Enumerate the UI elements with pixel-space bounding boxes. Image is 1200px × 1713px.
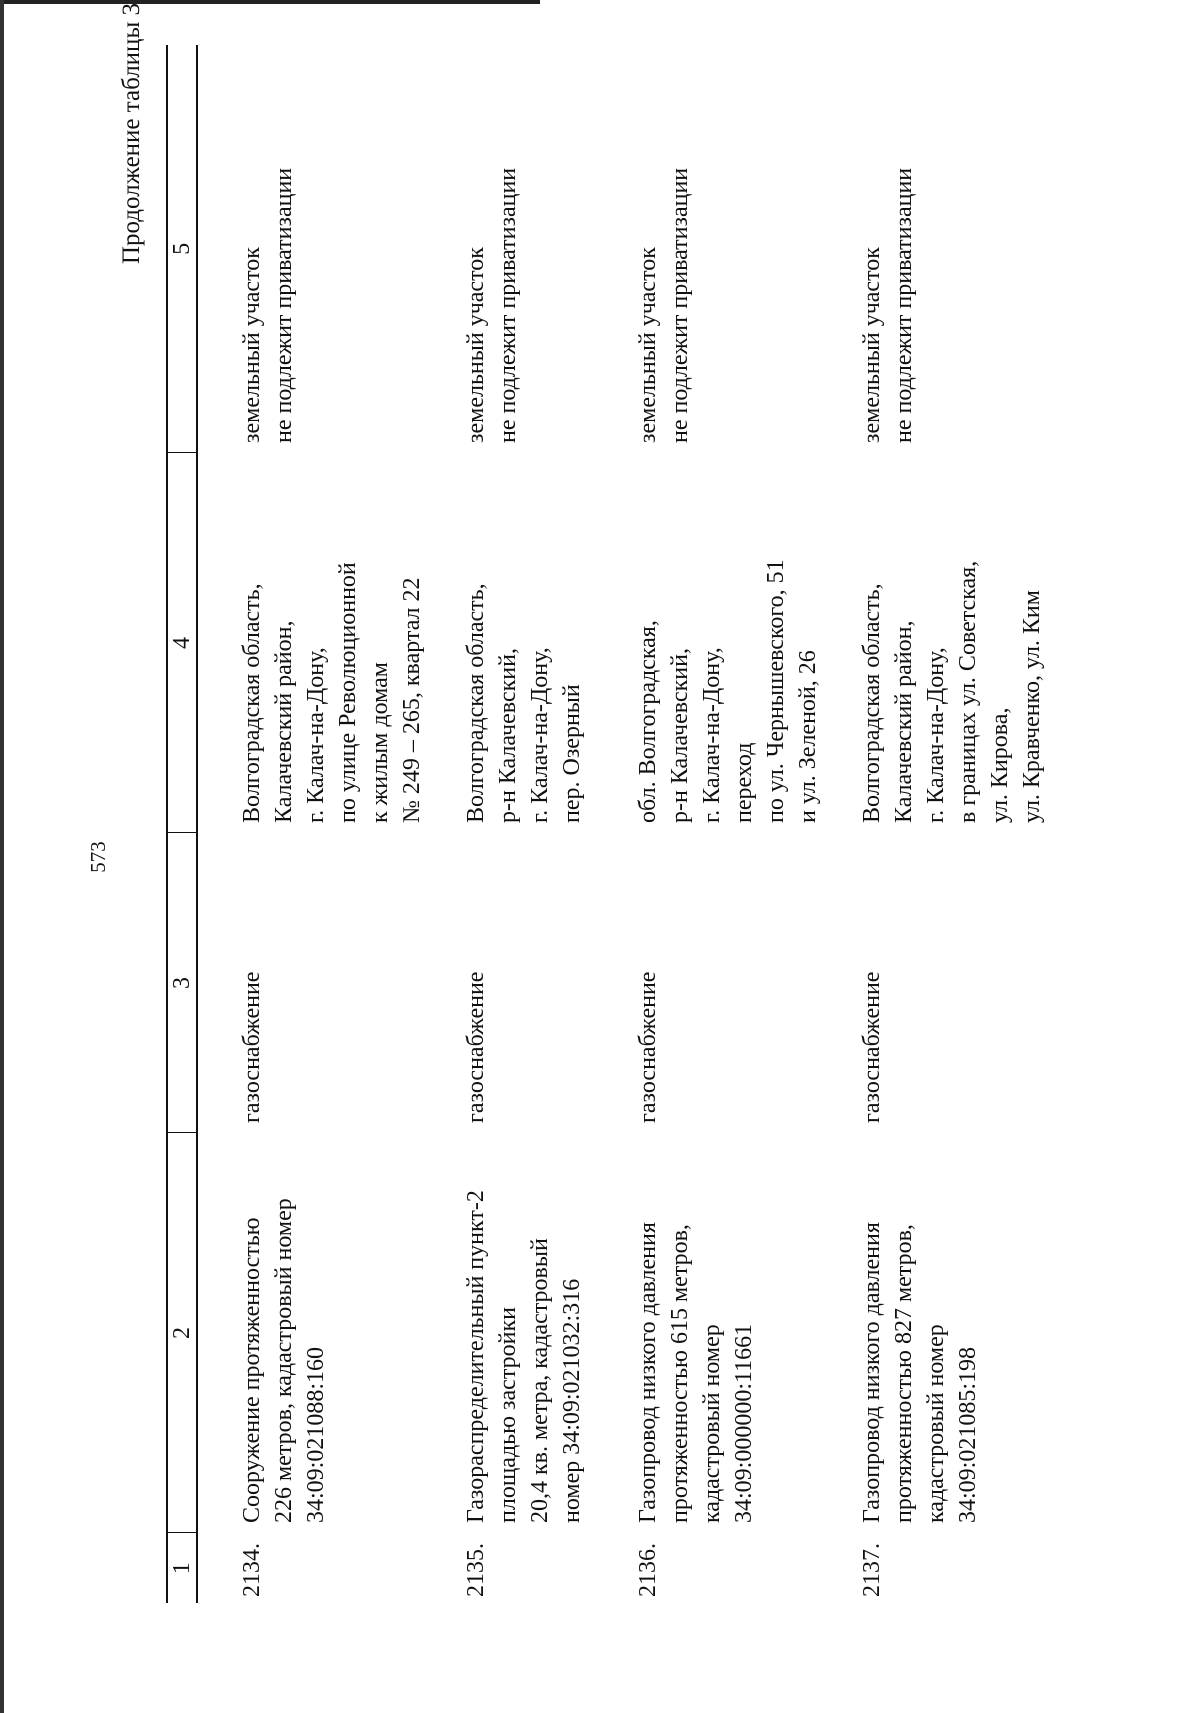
object-name: Газораспределительный пункт-2 площадью застройки 20,4 кв. метра, кадастровый номер 34:09:021032:316 — [463, 1190, 585, 1523]
column-header-3: 3 — [167, 833, 197, 1133]
object-note: земельный участок не подлежит приватизации — [239, 167, 297, 443]
object-purpose: газоснабжение — [239, 971, 265, 1123]
column-header-1: 1 — [167, 1533, 197, 1603]
column-header-5: 5 — [167, 45, 197, 453]
object-purpose: газоснабжение — [463, 971, 489, 1123]
object-name: Сооружение протяженностью 226 метров, кадастровый номер 34:09:021088:160 — [239, 1198, 329, 1523]
object-address: обл. Волгоградская, р-н Калачевский, г. Калач-на-Дону, переход по ул. Чернышевского, 51 и ул. Зеленой, 26 — [635, 559, 821, 823]
object-address: Волгоградская область, Калачевский район, г. Калач-на-Дону, по улице Революционной к жилым домам № 249 – 265, квартал 22 — [239, 562, 425, 823]
object-note: земельный участок не подлежит приватизации — [463, 167, 521, 443]
row-number: 2136. — [635, 1543, 661, 1597]
object-purpose: газоснабжение — [635, 971, 661, 1123]
table-continuation-label: Продолжение таблицы 3 — [118, 3, 145, 265]
row-number: 2137. — [859, 1543, 885, 1597]
object-name: Газопровод низкого давления протяженностью 615 метров, кадастровый номер 34:09:000000:11661 — [635, 1222, 757, 1523]
table-row — [434, 45, 606, 1603]
property-table — [166, 45, 1054, 1603]
table-header-row — [167, 45, 197, 1603]
table-row — [197, 45, 434, 1603]
row-number: 2134. — [239, 1543, 265, 1597]
page-number: 573 — [86, 841, 110, 873]
object-address: Волгоградская область, Калачевский район, г. Калач-на-Дону, в границах ул. Советская, ул. Кирова, ул. Кравченко, ул. Ким — [859, 560, 1045, 823]
object-note: земельный участок не подлежит приватизации — [635, 167, 693, 443]
object-name: Газопровод низкого давления протяженностью 827 метров, кадастровый номер 34:09:021085:198 — [859, 1222, 981, 1523]
table-row — [830, 45, 1054, 1603]
object-note: земельный участок не подлежит приватизации — [859, 167, 917, 443]
row-number: 2135. — [463, 1543, 489, 1597]
object-address: Волгоградская область, р-н Калачевский, г. Калач-на-Дону, пер. Озерный — [463, 583, 585, 823]
column-header-4: 4 — [167, 453, 197, 833]
object-purpose: газоснабжение — [859, 971, 885, 1123]
column-header-2: 2 — [167, 1133, 197, 1533]
table-row — [606, 45, 830, 1603]
